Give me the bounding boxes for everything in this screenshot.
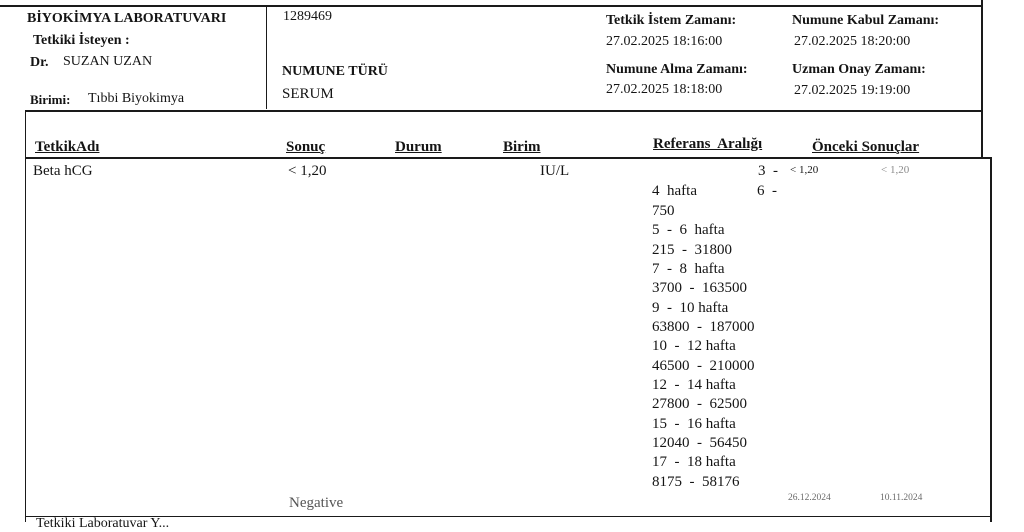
reference-range-line: 750 [652, 203, 675, 219]
sample-type-label: NUMUNE TÜRÜ [282, 64, 388, 79]
accept-time-label: Numune Kabul Zamanı: [792, 13, 940, 28]
col-header-test: TetkikAdı [35, 139, 100, 155]
column-header-bottom [25, 157, 992, 159]
footer-partial-text: Tetkiki Laboratuvar Y... [36, 516, 170, 531]
reference-range-list [652, 202, 755, 492]
body-bottom-border [25, 516, 992, 517]
reference-top-right-2: 6 - [757, 183, 777, 199]
reference-range-line: 215 - 31800 [652, 241, 732, 258]
reference-range-line: 12 - 14 hafta [652, 377, 736, 394]
body-right-border [990, 157, 992, 522]
header-bottom-border [25, 110, 983, 112]
requester-label: Tetkiki İsteyen : [33, 33, 130, 48]
table-left-border [25, 112, 26, 522]
reference-range-line: 9 - 10 hafta [652, 299, 729, 316]
right-border [981, 0, 983, 112]
top-border [0, 5, 982, 7]
reference-first-week: 4 hafta [652, 183, 697, 199]
accept-time-value: 27.02.2025 18:20:00 [794, 34, 911, 49]
col-header-status: Durum [395, 139, 442, 155]
collect-time-label: Numune Alma Zamanı: [606, 62, 748, 77]
header-divider [266, 6, 267, 109]
approve-time-value: 27.02.2025 19:19:00 [794, 83, 911, 98]
reference-range-line: 5 - 6 hafta [652, 222, 725, 239]
approve-time-label: Uzman Onay Zamanı: [792, 62, 926, 77]
sample-number: 1289469 [283, 9, 332, 24]
reference-range-line: 3700 - 163500 [652, 280, 747, 297]
reference-range-line: 46500 - 210000 [652, 357, 755, 374]
unit-label: Birimi: [30, 92, 71, 107]
test-name: Beta hCG [33, 163, 93, 179]
collect-time-value: 27.02.2025 18:18:00 [606, 82, 723, 97]
request-time-label: Tetkik İstem Zamanı: [606, 13, 737, 28]
request-time-value: 27.02.2025 18:16:00 [606, 34, 723, 49]
reference-range-line: 10 - 12 hafta [652, 338, 736, 355]
doctor-prefix: Dr. [30, 55, 49, 70]
reference-range-line: 15 - 16 hafta [652, 415, 736, 432]
col-header-unit: Birim [503, 139, 541, 155]
result-value: < 1,20 [288, 163, 327, 179]
doctor-name: SUZAN UZAN [63, 54, 153, 69]
unit-value-cell: IU/L [540, 163, 570, 179]
interpretation-text: Negative [289, 495, 344, 511]
lab-name: BİYOKİMYA LABORATUVARI [27, 11, 227, 26]
col-header-previous: Önceki Sonuçlar [812, 139, 920, 155]
col-header-reference: Referans Aralığı [653, 136, 763, 152]
reference-top-right: 3 - [758, 163, 778, 179]
previous-result-date-1: 26.12.2024 [788, 493, 831, 503]
reference-range-line: 7 - 8 hafta [652, 261, 725, 278]
previous-result-1: < 1,20 [790, 164, 819, 176]
sample-type-value: SERUM [282, 86, 334, 102]
reference-range-line: 27800 - 62500 [652, 396, 747, 413]
previous-result-2: < 1,20 [881, 164, 910, 176]
col-header-result: Sonuç [286, 139, 326, 155]
reference-range-line: 17 - 18 hafta [652, 454, 736, 471]
reference-range-line: 63800 - 187000 [652, 319, 755, 336]
table-right-border [981, 112, 983, 158]
previous-result-date-2: 10.11.2024 [880, 493, 923, 503]
reference-range-line: 12040 - 56450 [652, 435, 747, 452]
reference-range-line: 8175 - 58176 [652, 473, 740, 490]
unit-value: Tıbbi Biyokimya [88, 91, 185, 106]
